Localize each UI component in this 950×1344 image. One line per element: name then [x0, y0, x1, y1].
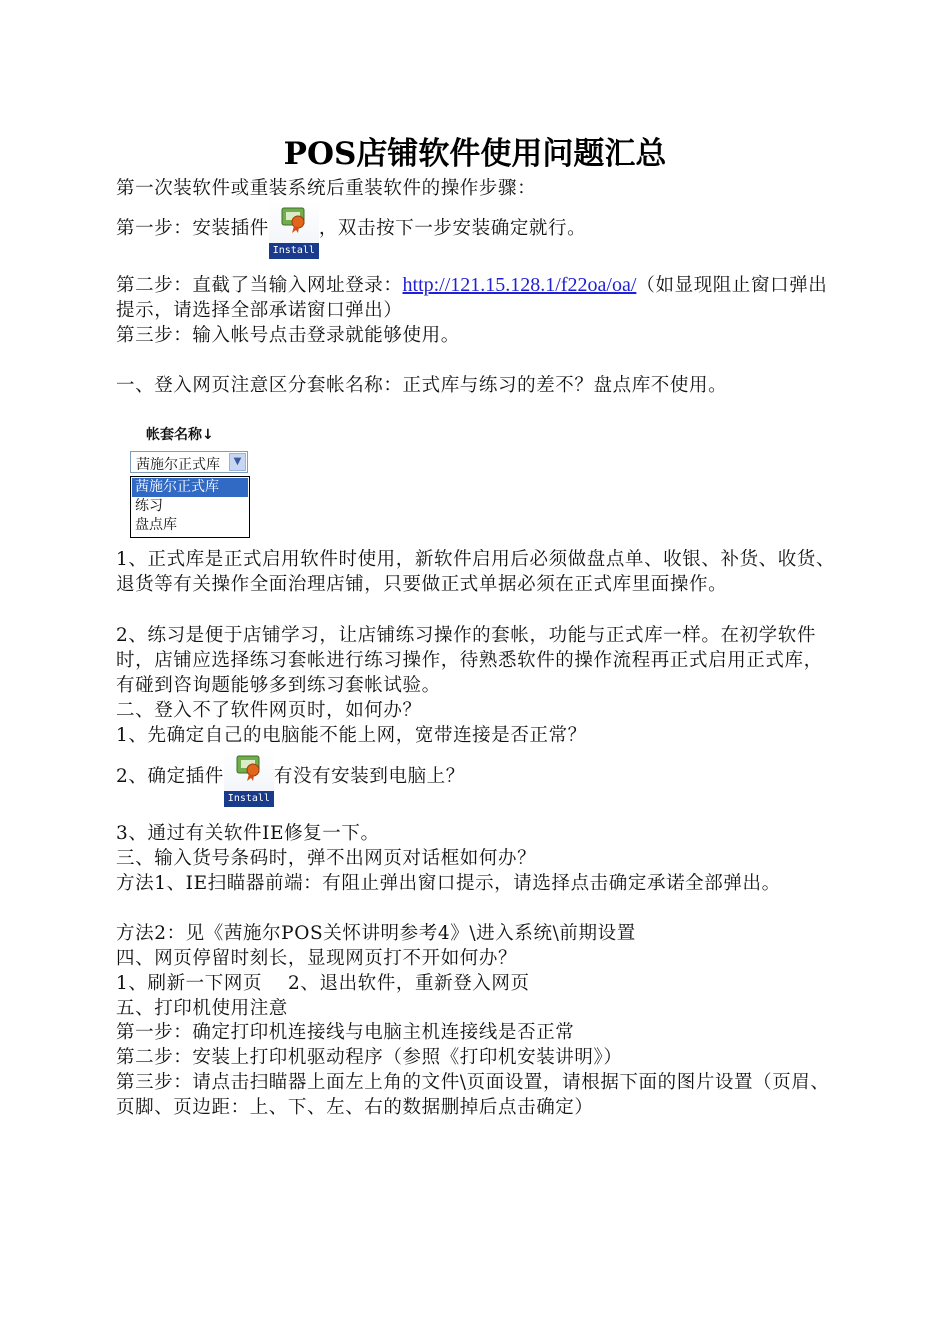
section2-item2 — [116, 747, 836, 807]
account-set-combo-screenshot — [128, 424, 328, 544]
step2-text — [116, 273, 836, 323]
install-plugin-icon-2 — [224, 749, 274, 807]
section3-method1: 方法1、IE扫瞄器前端：有阻止弹出窗口提示，请选择点击确定承诺全部弹出。 — [116, 873, 781, 894]
chevron-down-icon[interactable]: ▼ — [229, 453, 246, 471]
page-title: POS店铺软件使用问题汇总 — [283, 136, 667, 172]
step1-label: 第一步：安装插件 — [116, 218, 269, 239]
combo-header: 帐套名称↓ — [146, 427, 214, 443]
intro-text: 第一次装软件或重装系统后重装软件的操作步骤： — [116, 178, 537, 199]
combo-option-formal[interactable]: 茜施尔正式库 — [132, 478, 248, 497]
section4-item1: 1、刷新一下网页 2、退出软件，重新登入网页 — [116, 973, 530, 994]
step1-rest: ，双击按下一步安装确定就行。 — [318, 218, 587, 239]
combo-selected-value: 茜施尔正式库 — [136, 457, 220, 473]
step1-line — [116, 199, 836, 259]
install-caption: Install — [269, 243, 319, 259]
step3-text: 第三步：输入帐号点击登录就能够使用。 — [116, 325, 460, 346]
section3-method2: 方法2：见《茜施尔POS关怀讲明参考4》\进入系统\前期设置 — [116, 923, 636, 944]
section2-heading: 二、登入不了软件网页时，如何办？ — [116, 700, 422, 721]
section3-heading: 三、输入货号条码时，弹不出网页对话框如何办？ — [116, 848, 537, 869]
install-caption-2: Install — [224, 791, 274, 807]
paragraph-practice-db: 2、练习是便于店铺学习，让店铺练习操作的套帐，功能与正式库一样。在初学软件时，店铺应选择练习套帐进行练习操作，待熟悉软件的操作流程再正式启用正式库，有碰到咨询题能够多到练习套帐试验。 — [116, 625, 823, 696]
section5-step2: 第二步：安装上打印机驱动程序（参照《打印机安装讲明》） — [116, 1047, 623, 1068]
install-package-icon — [236, 754, 262, 782]
section5-step3: 第三步：请点击扫瞄器上面左上角的文件\页面设置，请根据下面的图片设置（页眉、页脚、页边距：上、下、左、右的数据删掉后点击确定） — [116, 1072, 830, 1118]
step2-rest: （如显现阻止窗口弹出提示，请选择全部承诺窗口弹出） — [116, 275, 828, 321]
install-package-icon — [281, 206, 307, 234]
item2-rest: 有没有安装到电脑上？ — [273, 766, 465, 787]
item2-label: 2、确定插件 — [116, 766, 224, 787]
section5-step1: 第一步：确定打印机连接线与电脑主机连接线是否正常 — [116, 1022, 575, 1043]
step2-label: 第二步：直截了当输入网址登录： — [116, 275, 403, 296]
combo-option-practice[interactable]: 练习 — [135, 498, 163, 514]
install-plugin-icon — [269, 201, 319, 259]
section2-item3: 3、通过有关软件IE修复一下。 — [116, 823, 380, 844]
combo-dropdown-list — [130, 476, 250, 538]
section4-heading: 四、网页停留时刻长，显现网页打不开如何办？ — [116, 948, 518, 969]
combo-option-inventory[interactable]: 盘点库 — [135, 517, 177, 533]
account-set-select[interactable] — [130, 451, 248, 473]
section1-heading: 一、登入网页注意区分套帐名称：正式库与练习的差不？盘点库不使用。 — [116, 375, 728, 396]
paragraph-formal-db: 1、正式库是正式启用软件时使用，新软件启用后必须做盘点单、收银、补货、收货、退货等有关操作全面治理店铺，只要做正式单据必须在正式库里面操作。 — [116, 549, 836, 595]
section5-heading: 五、打印机使用注意 — [116, 998, 288, 1019]
login-url-link[interactable]: http://121.15.128.1/f22oa/oa/ — [402, 274, 637, 296]
section2-item1: 1、先确定自己的电脑能不能上网，宽带连接是否正常？ — [116, 725, 587, 746]
